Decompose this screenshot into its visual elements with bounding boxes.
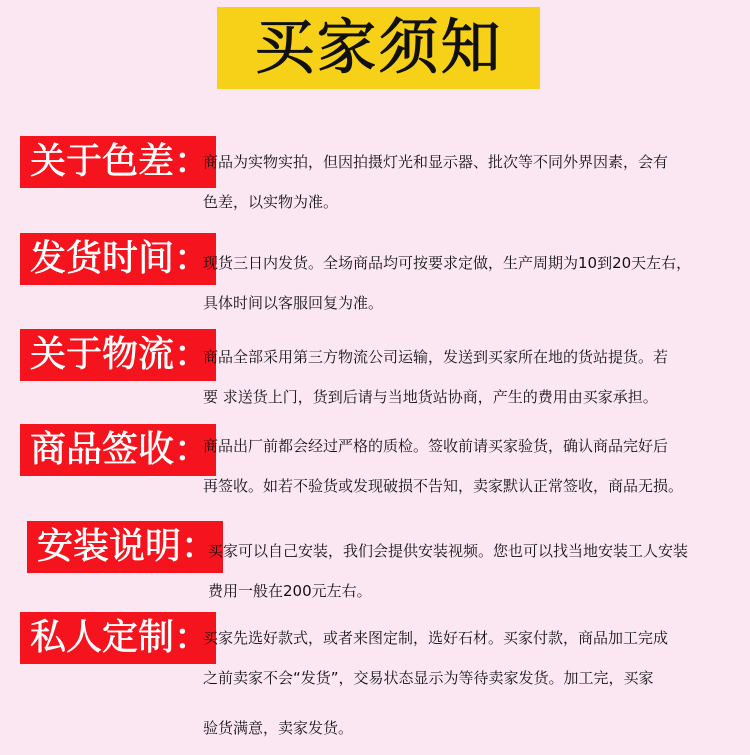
section-label: 发货时间： [20, 233, 216, 285]
section-body [208, 531, 744, 611]
section-label: 私人定制： [20, 612, 216, 664]
section-label: 关于色差： [20, 136, 216, 188]
section-line: 验货满意，卖家发货。 [203, 719, 354, 737]
section-line: 费用一般在200元左右。 [208, 582, 372, 600]
section-body [203, 243, 744, 323]
section-body [203, 142, 744, 222]
section-line: 具体时间以客服回复为准。 [203, 294, 384, 312]
section-label: 安装说明： [27, 521, 223, 573]
section-line: 现货三日内发货。全场商品均可按要求定做，生产周期为10到20天左右， [203, 254, 692, 272]
section-label: 商品签收： [20, 424, 216, 476]
section-label: 关于物流： [20, 329, 216, 381]
section-body [203, 618, 744, 748]
section-line: 之前卖家不会“发货”，交易状态显示为等待卖家发货。加工完，买家 [203, 669, 654, 687]
section-line: 要 求送货上门，货到后请与当地货站协商，产生的费用由买家承担。 [203, 388, 658, 406]
section-line: 商品出厂前都会经过严格的质检。签收前请买家验货，确认商品完好后 [203, 437, 669, 455]
section-line: 商品全部采用第三方物流公司运输，发送到买家所在地的货站提货。若 [203, 348, 669, 366]
section-line: 再签收。如若不验货或发现破损不告知，卖家默认正常签收，商品无损。 [203, 477, 684, 495]
section-line: 买家可以自己安装，我们会提供安装视频。您也可以找当地安装工人安装 [208, 542, 689, 560]
section-line: 商品为实物实拍，但因拍摄灯光和显示器、批次等不同外界因素，会有 [203, 153, 669, 171]
section-body [203, 426, 744, 506]
section-line: 买家先选好款式，或者来图定制，选好石材。买家付款，商品加工完成 [203, 629, 669, 647]
section-line: 色差，以实物为准。 [203, 193, 339, 211]
title-banner [217, 7, 540, 89]
section-body [203, 337, 744, 417]
page-title: 买家须知 [254, 13, 503, 83]
